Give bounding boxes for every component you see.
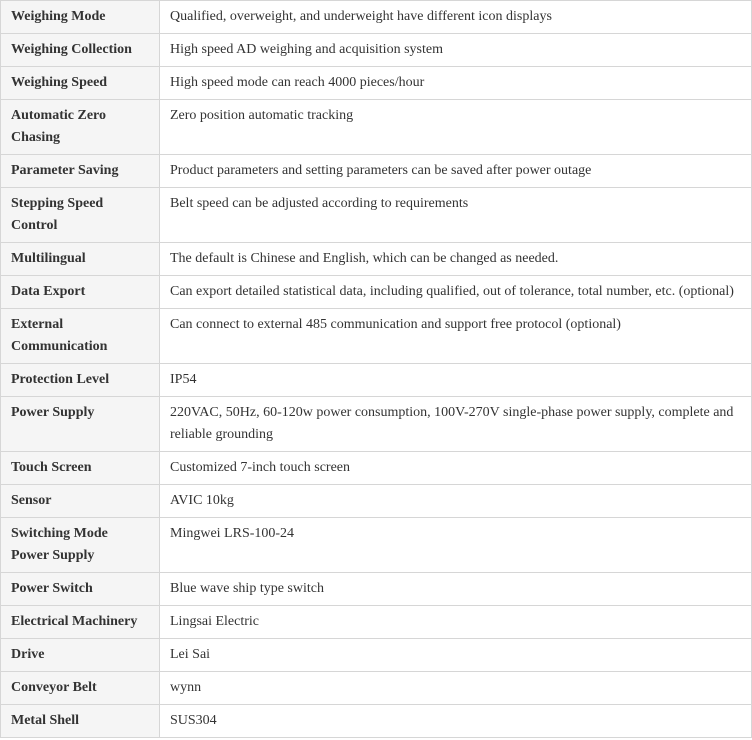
row-label: Data Export — [1, 276, 160, 309]
table-row — [1, 639, 752, 672]
row-label: Weighing Mode — [1, 1, 160, 34]
row-value: Belt speed can be adjusted according to requirements — [160, 188, 752, 243]
row-value: High speed AD weighing and acquisition system — [160, 34, 752, 67]
table-row — [1, 1, 752, 34]
table-row — [1, 34, 752, 67]
table-row — [1, 606, 752, 639]
row-label: Switching Mode Power Supply — [1, 518, 160, 573]
row-value: Product parameters and setting parameters can be saved after power outage — [160, 155, 752, 188]
row-value: Lei Sai — [160, 639, 752, 672]
table-row — [1, 485, 752, 518]
row-value: Can export detailed statistical data, including qualified, out of tolerance, total number, etc. (optional) — [160, 276, 752, 309]
row-label: Weighing Speed — [1, 67, 160, 100]
row-label: Power Supply — [1, 397, 160, 452]
table-row — [1, 309, 752, 364]
table-row — [1, 243, 752, 276]
row-value: Mingwei LRS-100-24 — [160, 518, 752, 573]
row-value: The default is Chinese and English, which can be changed as needed. — [160, 243, 752, 276]
table-row — [1, 518, 752, 573]
table-row — [1, 67, 752, 100]
row-label: Power Switch — [1, 573, 160, 606]
table-row — [1, 100, 752, 155]
row-value: SUS304 — [160, 705, 752, 738]
row-value: Customized 7-inch touch screen — [160, 452, 752, 485]
row-value: Blue wave ship type switch — [160, 573, 752, 606]
row-label: External Communication — [1, 309, 160, 364]
table-row — [1, 155, 752, 188]
table-row — [1, 188, 752, 243]
table-row — [1, 672, 752, 705]
row-value: 220VAC, 50Hz, 60-120w power consumption, 100V-270V single-phase power supply, complete and reliable grounding — [160, 397, 752, 452]
row-value: Zero position automatic tracking — [160, 100, 752, 155]
row-label: Weighing Collection — [1, 34, 160, 67]
row-value: Can connect to external 485 communication and support free protocol (optional) — [160, 309, 752, 364]
row-label: Parameter Saving — [1, 155, 160, 188]
row-label: Sensor — [1, 485, 160, 518]
row-value: AVIC 10kg — [160, 485, 752, 518]
row-value: wynn — [160, 672, 752, 705]
row-label: Drive — [1, 639, 160, 672]
table-row — [1, 573, 752, 606]
table-row — [1, 364, 752, 397]
row-label: Conveyor Belt — [1, 672, 160, 705]
row-label: Protection Level — [1, 364, 160, 397]
table-row — [1, 397, 752, 452]
row-label: Automatic Zero Chasing — [1, 100, 160, 155]
row-value: Qualified, overweight, and underweight have different icon displays — [160, 1, 752, 34]
row-label: Stepping Speed Control — [1, 188, 160, 243]
row-value: High speed mode can reach 4000 pieces/hour — [160, 67, 752, 100]
row-label: Multilingual — [1, 243, 160, 276]
row-value: IP54 — [160, 364, 752, 397]
table-row — [1, 452, 752, 485]
row-label: Metal Shell — [1, 705, 160, 738]
row-label: Touch Screen — [1, 452, 160, 485]
table-row — [1, 276, 752, 309]
row-value: Lingsai Electric — [160, 606, 752, 639]
row-label: Electrical Machinery — [1, 606, 160, 639]
table-row — [1, 705, 752, 738]
